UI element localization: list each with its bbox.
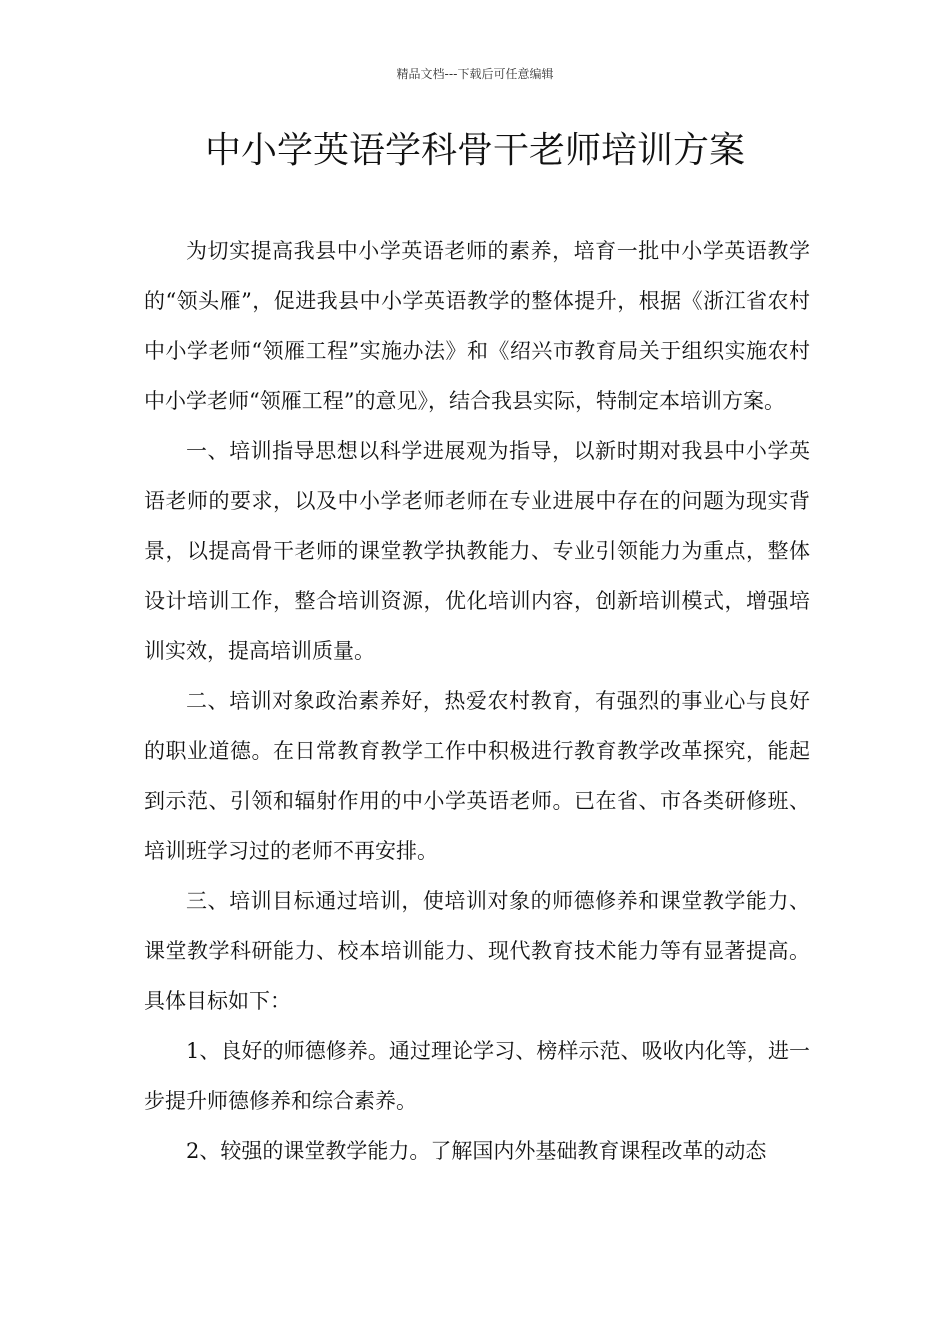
paragraph-goal-2: 2、较强的课堂教学能力。了解国内外基础教育课程改革的动态 (186, 1139, 767, 1163)
paragraph-intro: 为切实提高我县中小学英语老师的素养，培育一批中小学英语教学的“领头雁”，促进我县中小学英语教学的整体提升，根据《浙江省农村中小学老师“领雁工程”实施办法》和《绍兴市教育局关于组织实施农村中小学老师“领雁工程”的意见》，结合我县实际，特制定本培训方案。 (144, 239, 810, 413)
document-title: 中小学英语学科骨干老师培训方案 (204, 130, 745, 171)
paragraph-training-targets: 二、培训对象政治素养好，热爱农村教育，有强烈的事业心与良好的职业道德。在日常教育教学工作中积极进行教育教学改革探究，能起到示范、引领和辐射作用的中小学英语老师。已在省、市各类研修班、培训班学习过的老师不再安排。 (144, 689, 810, 863)
paragraph-goal-1: 1、良好的师德修养。通过理论学习、榜样示范、吸收内化等，进一步提升师德修养和综合素养。 (144, 1039, 810, 1113)
header-note: 精品文档---下载后可任意编辑 (396, 67, 554, 81)
document-body (144, 226, 810, 1176)
paragraph-training-goals: 三、培训目标通过培训，使培训对象的师德修养和课堂教学能力、课堂教学科研能力、校本培训能力、现代教育技术能力等有显著提高。具体目标如下： (144, 889, 810, 1013)
paragraph-guiding-thought: 一、培训指导思想以科学进展观为指导，以新时期对我县中小学英语老师的要求，以及中小学老师老师在专业进展中存在的问题为现实背景，以提高骨干老师的课堂教学执教能力、专业引领能力为重点，整体设计培训工作，整合培训资源，优化培训内容，创新培训模式，增强培训实效，提高培训质量。 (144, 439, 810, 663)
